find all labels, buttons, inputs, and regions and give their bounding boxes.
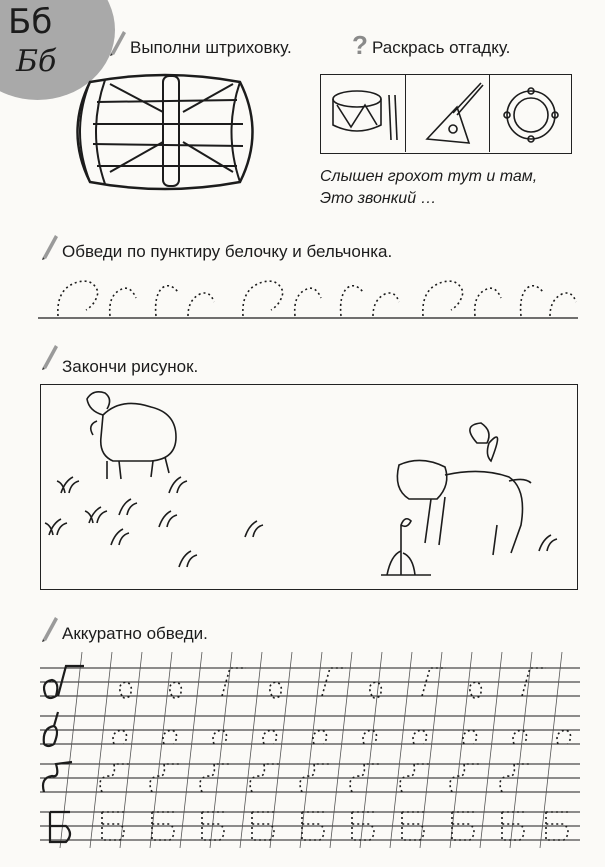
dog-drawing — [397, 460, 531, 555]
barrel-drawing — [65, 72, 265, 192]
corner-letter-script: Бб — [16, 44, 57, 79]
task-hatching-title: Выполни штриховку. — [130, 38, 292, 57]
question-icon: ? — [352, 30, 368, 60]
drum-drawing[interactable] — [329, 85, 401, 145]
riddle-line-2: Это звонкий … — [320, 190, 437, 207]
riddle-line-1: Слышен грохот тут и там, — [320, 168, 538, 185]
tambourine-drawing[interactable] — [501, 83, 565, 147]
sample-letter-b-lower — [44, 712, 58, 746]
corner-letter-printed: Бб — [8, 2, 53, 42]
flower-drawing — [381, 519, 431, 575]
task-finish-title: Закончи рисунок. — [62, 357, 199, 376]
pencil-icon — [108, 26, 128, 56]
pencil-icon — [40, 230, 60, 260]
sample-letter-o — [44, 680, 57, 698]
dotted-squirrels-tracing[interactable] — [38, 270, 578, 322]
pencil-icon — [40, 612, 60, 642]
task-tracing-title: Обведи по пунктиру белочку и бельчонка. — [62, 242, 393, 261]
finish-drawing-frame[interactable] — [40, 384, 578, 590]
task-coloring-title: Раскрась отгадку. — [372, 38, 511, 57]
butterfly-drawing — [470, 423, 498, 461]
scene-drawing — [41, 385, 576, 588]
task-neat-title: Аккуратно обведи. — [62, 624, 208, 643]
ram-drawing — [87, 392, 176, 479]
balalaika-drawing[interactable] — [417, 79, 487, 149]
answer-options-frame — [320, 74, 572, 154]
pencil-icon — [40, 340, 60, 370]
handwriting-practice-lines[interactable] — [40, 652, 580, 852]
grass-tufts — [45, 477, 557, 567]
sample-letter-b-upper — [50, 812, 70, 842]
